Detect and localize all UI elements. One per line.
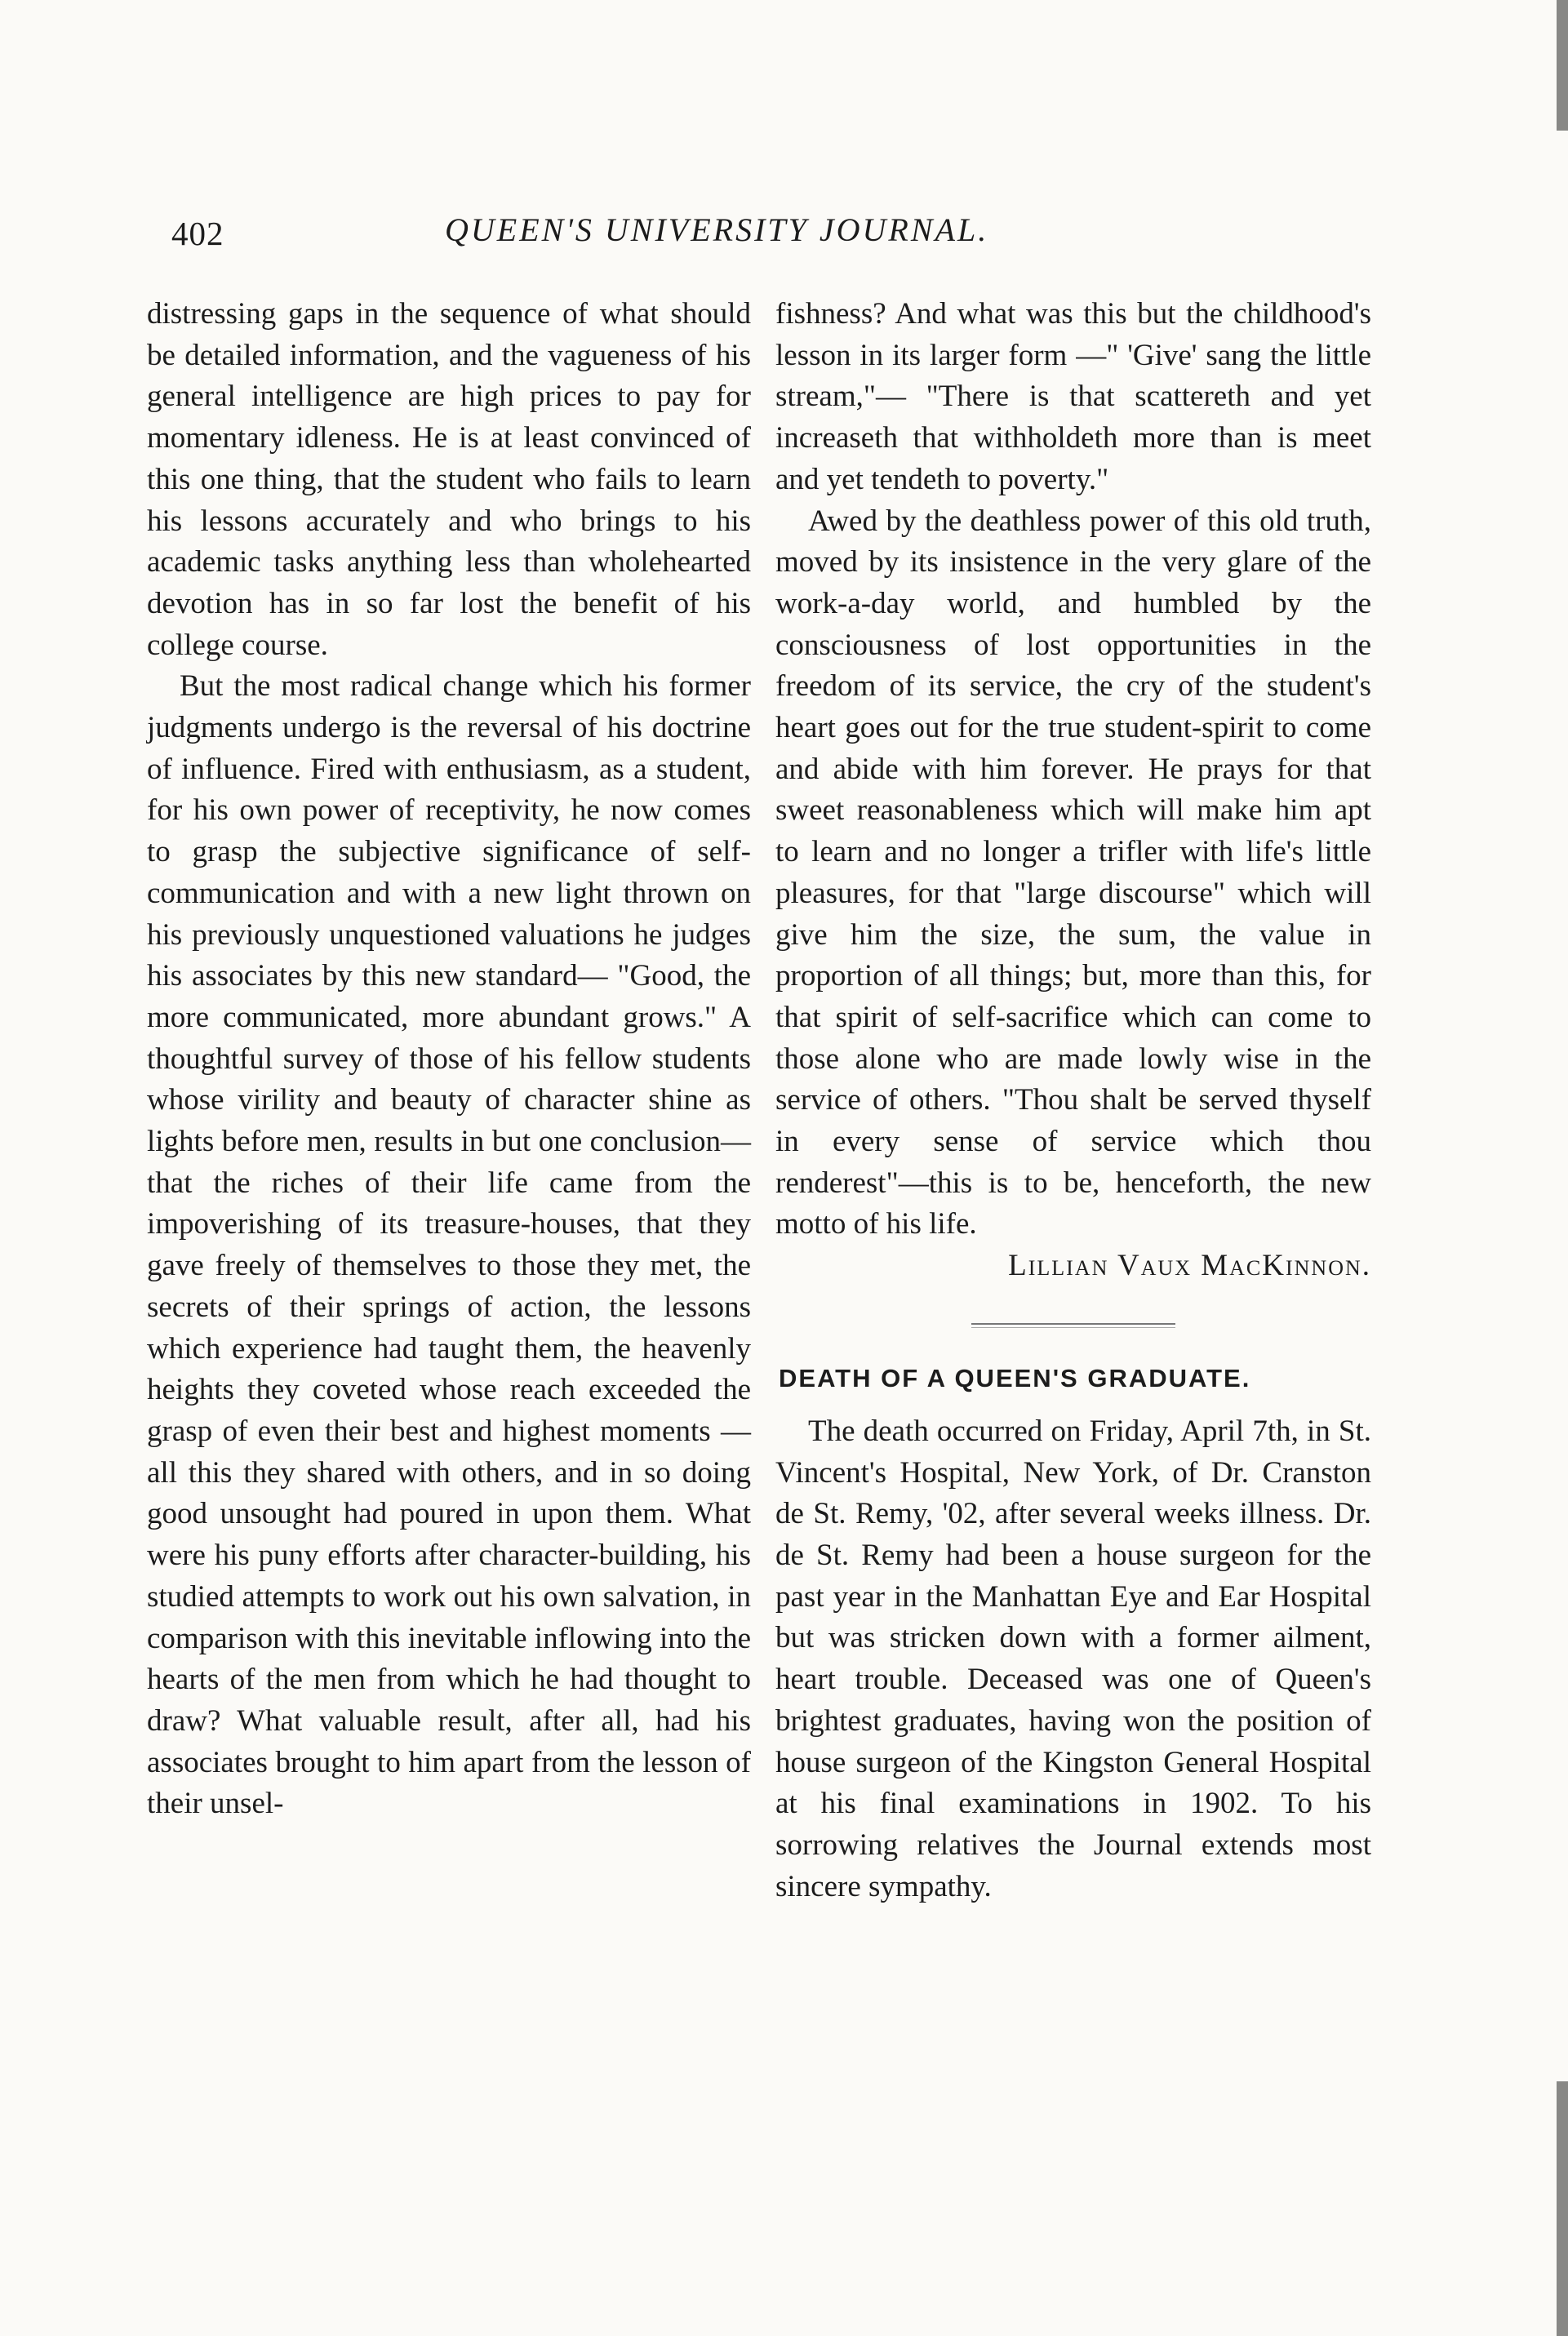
page-edge-shadow (1557, 0, 1568, 131)
running-title: QUEEN'S UNIVERSITY JOURNAL. (445, 211, 989, 248)
paragraph: Awed by the deathless power of this old truth, moved by its insistence in the very glare of the work-a-day world, and humbled by the consciousness of lost opportunities in the freedom of its service, the cry of the student's heart goes out for the true student-spirit to come and abide with him forever. He prays for that sweet reasonableness which will make him apt to learn and no longer a trifler with life's little pleasures, for that "large discourse" which will give him the size, the sum, the value in proportion of all things; but, more than this, for that spirit of self-sacrifice which can come to those alone who are made lowly wise in the service of others. "Thou shalt be served thyself in every sense of service which thou renderest"—this is to be, henceforth, the new motto of his life. (775, 504, 1371, 1241)
author-signature: Lillian Vaux MacKinnon. (1008, 1249, 1371, 1283)
obituary-paragraph: The death occurred on Friday, April 7th, in St. Vincent's Hospital, New York, of Dr. Cranston de St. Remy, '02, after several weeks illness. Dr. de St. Remy had been a house surgeon for the past year in the Manhattan Eye and Ear Hospital but was stricken down with a former ailment, heart trouble. Deceased was one of Queen's brightest graduates, having won the position of house surgeon of the Kingston General Hospital at his final examinations in 1902. To his sorrowing relatives the Journal extends most sincere sympathy. (775, 1414, 1371, 1903)
paragraph: distressing gaps in the sequence of what should be detailed information, and the vagueness of his general intelligence are high prices to pay for momentary idleness. He is at least convinced of this one thing, that the student who fails to learn his lessons accurately and who brings to his academic tasks anything less than wholehearted devotion has in so far lost the benefit of his college course. (147, 297, 751, 662)
page-number: 402 (171, 215, 224, 252)
section-divider (971, 1323, 1175, 1328)
page-edge-shadow (1557, 2081, 1568, 2336)
section-heading: DEATH OF A QUEEN'S GRADUATE. (779, 1363, 1251, 1392)
paragraph: But the most radical change which his former judgments undergo is the reversal of his doctrine of influence. Fired with enthusiasm, as a student, for his own power of receptivity, he now comes to grasp the subjective significance of self-communication and with a new light thrown on his previously unquestioned valuations he judges his associates by this new standard— "Good, the more communicated, more abundant grows." A thoughtful survey of those of his fellow students whose virility and beauty of character shine as lights before men, results in but one conclusion— that the riches of their life came from the impoverishing of its treasure-houses, that they gave freely of themselves to those they met, the secrets of their springs of action, the lessons which experience had taught them, the heavenly heights they coveted whose reach exceeded the grasp of even their best and highest moments —all this they shared with others, and in so doing good unsought had poured in upon them. What were his puny efforts after character-building, his studied attempts to work out his own salvation, in comparison with this inevitable inflowing into the hearts of the men from which he had thought to draw? What valuable result, after all, had his associates brought to him apart from the lesson of their unsel- (147, 669, 751, 1821)
paragraph: fishness? And what was this but the childhood's lesson in its larger form —" 'Give' sang the little stream,"— "There is that scattereth and yet increaseth that withholdeth more than is meet and yet tendeth to poverty." (775, 297, 1371, 496)
right-column (775, 294, 1371, 1907)
left-column (147, 294, 751, 1825)
